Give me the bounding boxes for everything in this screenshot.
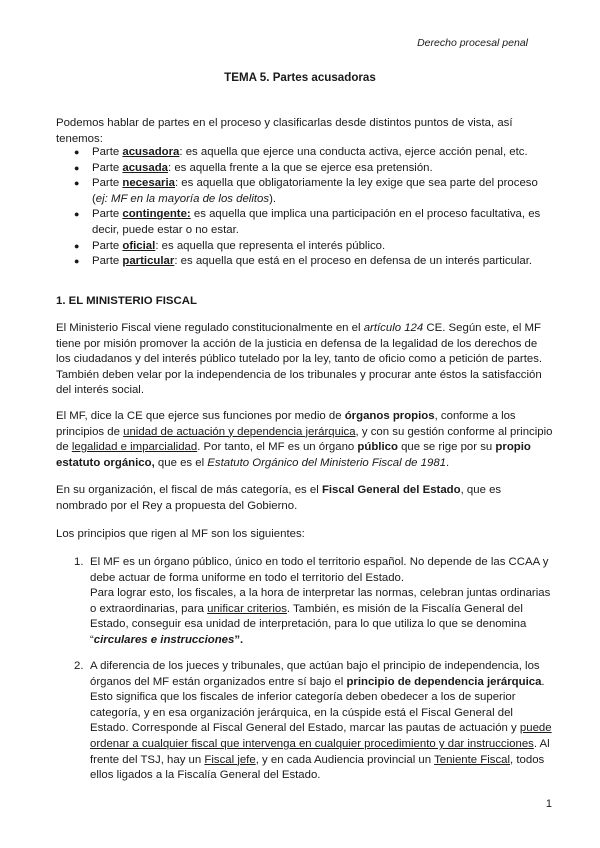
bold-term: principio de dependencia jerárquica xyxy=(346,675,542,688)
paragraph-mf-functions xyxy=(56,409,554,471)
item-example: ej: MF en la mayoría de los delitos xyxy=(95,192,270,205)
list-item xyxy=(56,145,554,161)
paragraph-mf-regulation xyxy=(56,321,554,399)
text-run: ”. xyxy=(234,633,244,646)
item-term: acusadora xyxy=(122,146,180,158)
item-text: es aquella que implica una participación en el proceso facultativa, es decir, puede estar o no estar. xyxy=(92,208,541,236)
item-text: : es aquella que obligatoriamente la ley exige que sea parte del proceso ( xyxy=(92,177,538,205)
item-text-tail: ). xyxy=(269,192,277,205)
text-run: . Por tanto, el MF es un órgano xyxy=(197,441,358,454)
item-lead: Parte xyxy=(92,177,123,190)
list-item xyxy=(56,555,554,649)
section-heading: 1. EL MINISTERIO FISCAL xyxy=(56,295,197,307)
statute-ref: Estatuto Orgánico del Ministerio Fiscal de 1981 xyxy=(207,456,446,469)
text-run: que es el xyxy=(154,456,208,469)
bold-term: órganos propios xyxy=(344,410,435,422)
item-lead: Parte xyxy=(92,255,123,268)
item-text: : es aquella que representa el interés público. xyxy=(155,239,386,252)
text-run: CE. Según este, el MF tiene por misión promover la acción de la justicia en defensa de la legalidad de los derechos de los ciudadanos y del interés público tutelado por la ley, tanto de oficio como a petición de partes. También deben velar por la independencia de los tribunales y procurar ante éstos la satisfacción del interés social. xyxy=(56,322,543,397)
item-lead: Parte xyxy=(92,146,123,158)
text-run: , que es nombrado por el Rey a propuesta del Gobierno. xyxy=(56,484,502,512)
parties-list xyxy=(56,145,554,270)
item-term: necesaria xyxy=(122,177,175,190)
item-term: contingente: xyxy=(122,208,191,221)
list-item xyxy=(56,207,554,238)
text-run: Para lograr esto, los fiscales, a la hora de interpretar las normas, celebran juntas ordinarias o extraordinarias, para xyxy=(90,587,551,615)
item-term: oficial xyxy=(122,239,156,252)
underlined-term: Teniente Fiscal xyxy=(434,753,511,766)
text-run: , y en cada Audiencia provincial un xyxy=(255,753,435,766)
bold-term: propio estatuto orgánico, xyxy=(56,441,531,469)
list-item xyxy=(56,254,554,270)
item-number: 2. xyxy=(74,660,84,672)
principles-list-item-1 xyxy=(56,555,554,649)
text-run: que se rige por su xyxy=(397,441,496,454)
page-number: 1 xyxy=(545,798,552,810)
text-run: . También, es misión de la Fiscalía General del Estado, conseguir esa unidad de interpretación, para lo que utiliza lo que se denomina “ xyxy=(90,602,527,646)
article-ref: artículo 124 xyxy=(363,322,424,334)
page-title: TEMA 5. Partes acusadoras xyxy=(224,71,376,84)
text-run: , y con su gestión conforme al principio de xyxy=(56,425,553,454)
list-item xyxy=(56,659,554,784)
intro-paragraph: Podemos hablar de partes en el proceso y clasificarlas desde distintos puntos de vista, así tenemos: xyxy=(56,117,513,145)
text-run: . xyxy=(446,456,450,469)
item-number: 1. xyxy=(74,556,84,568)
item-lead: Parte xyxy=(92,239,123,252)
underlined-term: unidad de actuación y dependencia jerárquica xyxy=(123,425,356,438)
item-term: particular xyxy=(122,255,175,268)
bold-term: Fiscal General del Estado xyxy=(321,484,461,496)
text-run: El MF, dice la CE que ejerce sus funciones por medio de xyxy=(56,410,345,422)
text-run: . Esto significa que los fiscales de inferior categoría deben obedecer a los de superior categoría, y en esa organización jerárquica, en la cúspide está el Fiscal General del Estado. Corresponde al Fiscal General del Estado, marcar las pautas de actuación y xyxy=(90,675,545,735)
bold-italic-term: circulares e instrucciones xyxy=(93,633,235,646)
item-lead: Parte xyxy=(92,208,123,221)
item-text: : es aquella que ejerce una conducta activa, ejerce acción penal, etc. xyxy=(179,146,528,158)
principles-list-item-2 xyxy=(56,659,554,784)
underlined-term: Fiscal jefe xyxy=(204,753,256,766)
running-header: Derecho procesal penal xyxy=(417,37,528,49)
item-term: acusada xyxy=(122,161,168,174)
paragraph-principles-intro: Los principios que rigen al MF son los siguientes: xyxy=(56,528,305,540)
item-text: : es aquella que está en el proceso en defensa de un interés particular. xyxy=(174,255,533,268)
text-run: . Al frente del TSJ, hay un xyxy=(90,737,550,766)
text-run: En su organización, el fiscal de más categoría, es el xyxy=(56,484,322,496)
underlined-term: puede ordenar a cualquier fiscal que intervenga en cualquier procedimiento y dar instrucciones xyxy=(90,722,552,750)
text-run: , conforme a los principios de xyxy=(56,410,516,438)
text-run: , todos ellos ligados a la Fiscalía General del Estado. xyxy=(90,753,545,782)
list-item xyxy=(56,239,554,255)
underlined-term: unificar criterios xyxy=(207,602,287,615)
list-item xyxy=(56,161,554,177)
text-run: El Ministerio Fiscal viene regulado constitucionalmente en el xyxy=(56,322,364,334)
text-run: El MF es un órgano público, único en todo el territorio español. No depende de las CCAA y debe actuar de forma uniforme en todo el territorio del Estado. xyxy=(90,556,549,584)
item-text: : es aquella frente a la que se ejerce esa pretensión. xyxy=(167,161,433,174)
item-lead: Parte xyxy=(92,161,123,174)
underlined-term: legalidad e imparcialidad xyxy=(71,441,198,454)
text-run: A diferencia de los jueces y tribunales, que actúan bajo el principio de independencia, los órganos del MF están organizados entre sí bajo el xyxy=(90,660,540,688)
list-item xyxy=(56,176,554,207)
bold-term: público xyxy=(357,441,398,454)
paragraph-organization xyxy=(56,483,554,514)
